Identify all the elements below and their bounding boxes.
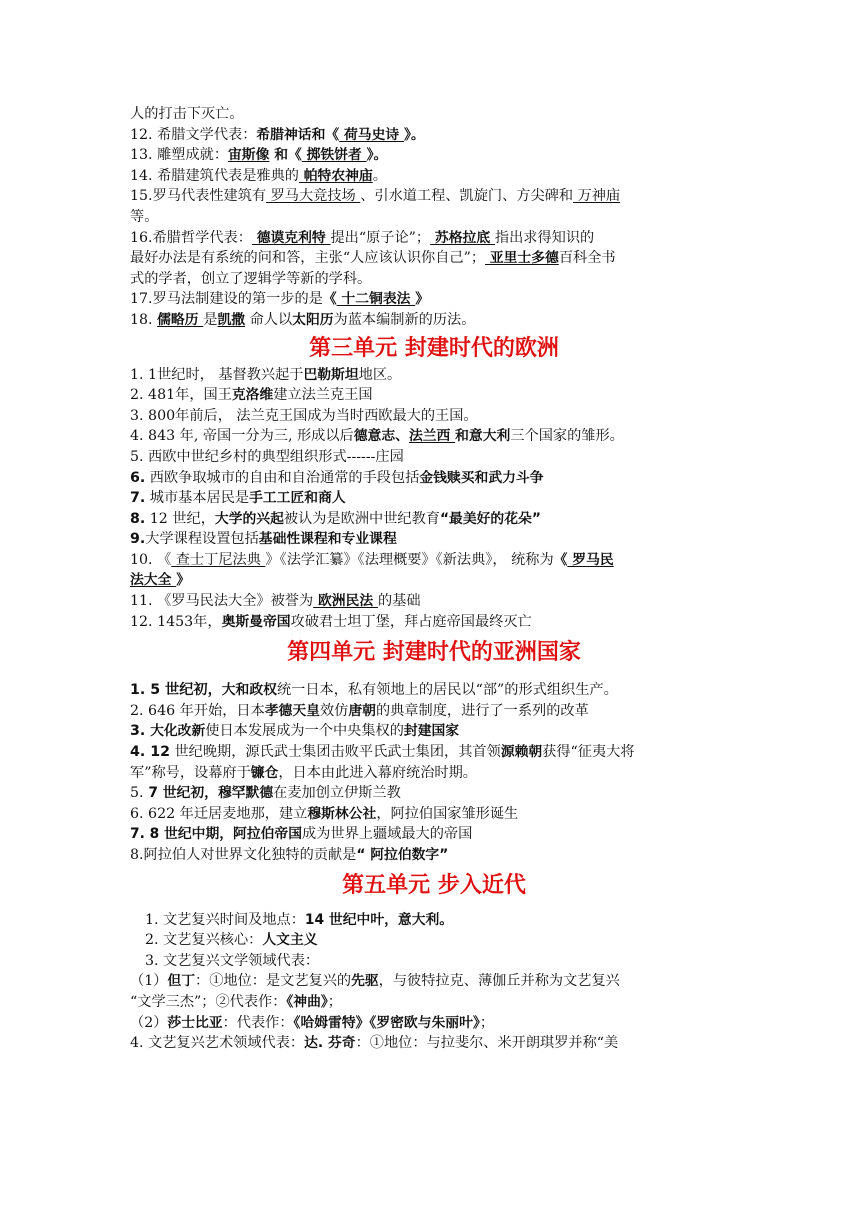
bold-text: 4. 12 [130, 744, 170, 761]
line [130, 406, 732, 427]
bold-text: 《 [553, 551, 568, 568]
bold-text: 大化改新 [145, 723, 206, 740]
text: 6. 622 年迁居麦地那，建立 [130, 805, 308, 822]
text: 百科全书 [558, 250, 616, 267]
text: 3. 文艺复兴文学领域代表： [145, 952, 320, 969]
line [130, 125, 732, 146]
text: 攻破君士坦丁堡，拜占庭帝国最终灭亡 [290, 613, 532, 630]
bold-text: 德意志、 [353, 428, 409, 445]
text: 是 [203, 311, 218, 328]
text: ：①地位：是文艺复兴的 [195, 973, 352, 990]
line [130, 145, 732, 166]
line [130, 289, 732, 310]
bold-text: 《 [288, 147, 302, 164]
line [130, 488, 732, 509]
text: 建立法兰克王国 [273, 387, 373, 404]
answer-text: 亚里士多德 [485, 250, 559, 267]
text: 为蓝本编制新的历法。 [333, 311, 476, 328]
bold-text: 和 [269, 147, 289, 164]
text: “文学三杰”；②代表作： [130, 993, 287, 1010]
text: 18. [130, 311, 158, 328]
text: ，与彼特拉克、薄伽丘并称为文艺复兴 [378, 973, 620, 990]
bold-text: “最美好的花朵” [439, 510, 541, 527]
line [130, 951, 732, 972]
line [130, 992, 732, 1013]
line [130, 701, 732, 722]
answer-text: 查士丁尼法典 [171, 551, 266, 568]
bold-text: 3. [130, 723, 146, 740]
document-body [130, 104, 732, 1054]
bold-text: 巴勒斯坦 [303, 366, 359, 383]
bold-text: 》 [176, 572, 190, 589]
text: 提出“原子论”； [330, 229, 431, 246]
bold-text: 《神曲》 [286, 993, 328, 1010]
line [130, 930, 732, 951]
text: 指出求得知识的 [494, 229, 595, 246]
bold-text: 唐朝 [348, 702, 376, 719]
bold-text: 》 [415, 291, 430, 308]
bold-text: 7 世纪初，穆罕默德 [143, 785, 274, 802]
section-heading-unit-3: 第三单元 封建时代的欧洲 [309, 334, 559, 361]
bold-text: 达. 芬奇 [304, 1035, 356, 1052]
text: 城市基本居民是 [145, 490, 250, 507]
text: ； [327, 993, 342, 1010]
line [130, 207, 732, 228]
text: 被认为是欧洲中世纪教育 [283, 510, 440, 527]
section-heading-unit-5: 第五单元 步入近代 [342, 871, 526, 898]
text: 1. 1世纪时， 基督教兴起于 [130, 366, 304, 383]
line [130, 104, 732, 125]
text: 》《法学汇纂》《法理概要》《新法典》， 统称为 [265, 551, 554, 568]
bold-text: 孝德天皇 [264, 702, 320, 719]
text: （2） [130, 1014, 168, 1031]
bold-text: 大和政权 [221, 682, 277, 699]
line [130, 804, 732, 825]
line [130, 509, 732, 530]
line [130, 269, 732, 290]
answer-text: 德谟克利特 [251, 229, 331, 246]
text: 5. [130, 785, 144, 802]
bold-text: 奥斯曼帝国 [221, 613, 291, 630]
answer-text: 荷马史诗 [339, 126, 404, 143]
bold-text: 希腊神话和《 [256, 126, 340, 143]
bold-text: 金钱赎买和武力斗争 [419, 469, 544, 486]
bold-text: 14 世纪中叶，意大利。 [304, 911, 454, 928]
text: 统一日本，私有领地上的居民以“部”的形式组织生产。 [276, 682, 618, 699]
line [130, 763, 732, 784]
bold-text: 先驱 [351, 973, 379, 990]
line [130, 612, 732, 633]
bold-text: 手工工匠和商人 [249, 490, 346, 507]
text: 的典章制度，进行了一系列的改革 [375, 702, 589, 719]
bold-text: 8. [130, 510, 146, 527]
line [130, 166, 732, 187]
text: 三个国家的雏形。 [510, 428, 624, 445]
line [130, 447, 732, 468]
line [130, 783, 732, 804]
text: ：代表作： [222, 1014, 294, 1031]
text: 在麦加创立伊斯兰教 [273, 785, 401, 802]
line [130, 1033, 732, 1054]
answer-text: 罗马大竞技场 [266, 188, 361, 205]
text: 、引水道工程、凯旋门、方尖碑和 [360, 188, 574, 205]
bold-text: 基础性课程和专业课程 [258, 531, 397, 548]
line [130, 845, 732, 866]
text: 地区。 [358, 366, 402, 383]
text: 12 世纪， [145, 510, 215, 527]
line [130, 186, 732, 207]
text: 。 [372, 167, 387, 184]
answer-text: 十二铜表法 [336, 291, 416, 308]
line [130, 1013, 732, 1034]
text: 军”称号，设幕府于 [130, 764, 251, 781]
bold-text: 》。 [366, 147, 388, 164]
bold-text: 克洛维 [231, 387, 274, 404]
line [130, 228, 732, 249]
text: 世纪晚期，源氏武士集团击败平氏武士集团，其首领 [169, 744, 501, 761]
bold-text: 源赖朝 [500, 744, 543, 761]
bold-text: 《 [322, 291, 337, 308]
text: 14. 希腊建筑代表是雅典的 [130, 167, 299, 184]
line [130, 971, 732, 992]
text: ，日本由此进入幕府统治时期。 [278, 764, 477, 781]
bold-text: 7. [130, 490, 146, 507]
bold-text: 人文主义 [262, 932, 318, 949]
text: 式的学者，创立了逻辑学等新的学科。 [130, 270, 372, 287]
bold-text: 太阳历 [292, 311, 334, 328]
line [130, 550, 732, 571]
bold-text: 但丁 [167, 973, 195, 990]
answer-text: 法大全 [130, 572, 177, 589]
line [130, 365, 732, 386]
answer-text: 宙斯像 [228, 147, 270, 164]
text: 17.罗马法制建设的第一步的是 [130, 291, 323, 308]
text: 效仿 [319, 702, 349, 719]
bold-text: 和意大利 [455, 428, 511, 445]
text: 4. 文艺复兴艺术领域代表： [130, 1035, 305, 1052]
line [130, 529, 732, 550]
answer-text: 欧洲民法 [313, 593, 378, 610]
line [130, 426, 732, 447]
text: 2. 文艺复兴核心： [145, 932, 263, 949]
bold-text: 镰仓 [250, 764, 279, 781]
line [130, 910, 732, 931]
bold-text: 《哈姆雷特》《罗密欧与朱丽叶》 [293, 1014, 480, 1031]
line [130, 742, 732, 763]
text: ，阿拉伯国家雏形诞生 [376, 805, 519, 822]
text: 2. 481年，国王 [130, 387, 232, 404]
text: 2. 646 年开始，日本 [130, 702, 265, 719]
line [130, 570, 732, 591]
text: ； [479, 1014, 495, 1031]
answer-text: 帕特农神庙 [298, 167, 373, 184]
text: 大学课程设置包括 [145, 531, 259, 548]
text: 命人以 [245, 311, 293, 328]
text: 4. 843 年, 帝国一分为三, 形成以后 [130, 428, 354, 445]
bold-text: 7. 8 世纪中期，阿拉伯帝国 [130, 826, 303, 843]
answer-text: 万神庙 [573, 188, 621, 205]
bold-text: 1. 5 世纪初， [130, 682, 222, 699]
line [130, 310, 732, 331]
answer-text: 儒略历 [157, 311, 204, 328]
line [130, 385, 732, 406]
text: 15.罗马代表性建筑有 [130, 188, 267, 205]
line [130, 248, 732, 269]
text: 8. [130, 847, 144, 863]
answer-text: 苏格拉底 [430, 229, 495, 246]
text: 3. 800年前后， 法兰克王国成为当时西欧最大的王国。 [130, 407, 478, 424]
bold-text: 9. [130, 531, 146, 548]
text: 5. 西欧中世纪乡村的典型组织形式------庄园 [130, 448, 404, 465]
text: （1） [130, 973, 168, 990]
text: 1. 文艺复兴时间及地点： [145, 911, 305, 928]
line [130, 468, 732, 489]
text: 阿拉伯人对世界文化独特的贡献是 [143, 847, 357, 863]
answer-text: 法兰西 [408, 428, 456, 445]
text: 11. 《罗马民法大全》被誉为 [130, 593, 314, 610]
text: 成为世界上疆域最大的帝国 [302, 826, 473, 843]
text: 16.希腊哲学代表： [130, 229, 252, 246]
answer-text: 掷铁饼者 [301, 147, 367, 164]
bold-text: 封建国家 [403, 723, 460, 740]
bold-text: “ 阿拉伯数字” [356, 847, 449, 863]
answer-text: 罗马民 [567, 551, 614, 568]
line [130, 591, 732, 612]
bold-text: 莎士比亚 [167, 1014, 223, 1031]
line [130, 721, 732, 742]
text: 13. 雕塑成就： [130, 147, 229, 164]
text: 的基础 [377, 593, 421, 610]
text: 西欧争取城市的自由和自治通常的手段包括 [145, 469, 420, 486]
bold-text: 穆斯林公社 [307, 805, 377, 822]
text: 获得“征夷大将 [542, 744, 635, 761]
text: 等。 [130, 208, 159, 225]
line [130, 824, 732, 845]
text: 10. 《 [130, 551, 172, 568]
text: ：①地位：与拉斐尔、米开朗琪罗并称“美 [355, 1035, 619, 1052]
text: 12. 希腊文学代表： [130, 126, 257, 143]
line [130, 680, 732, 701]
section-heading-unit-4: 第四单元 封建时代的亚洲国家 [287, 639, 581, 666]
text: 最好办法是有系统的问和答，主张“人应该认识你自己”； [130, 250, 486, 267]
answer-text: 凯撒 [217, 311, 246, 328]
text: 使日本发展成为一个中央集权的 [205, 723, 404, 740]
bold-text: 大学的兴起 [214, 510, 284, 527]
text: 人的打击下灭亡。 [130, 106, 244, 122]
text: 12. 1453年， [130, 613, 222, 630]
bold-text: 6. [130, 469, 146, 486]
bold-text: 》。 [403, 126, 425, 143]
